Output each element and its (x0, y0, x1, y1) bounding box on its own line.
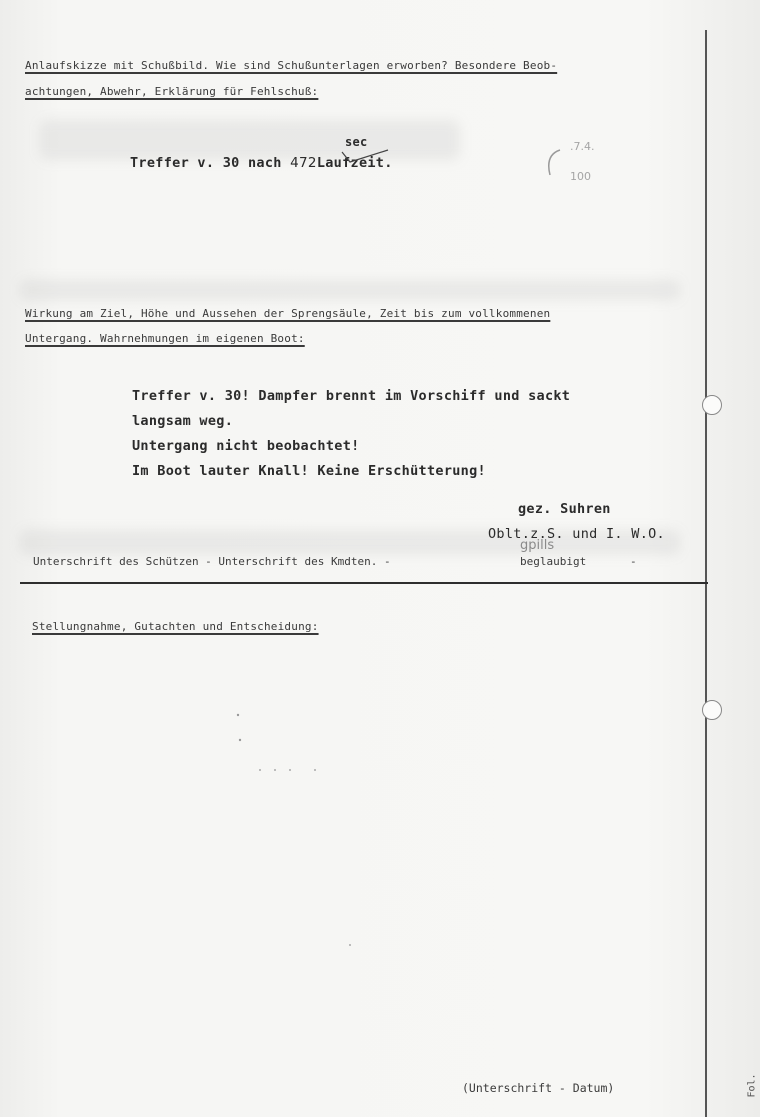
smudge (40, 120, 460, 160)
smudge (20, 280, 680, 300)
section3-footer-label: (Unterschrift - Datum) (462, 1081, 615, 1095)
entry-value: 472 (290, 155, 317, 171)
entry-unit-inserted: sec (345, 135, 368, 149)
section2-footer-label: Unterschrift des Schützen - Unterschrift des Kmdten. - (33, 555, 391, 568)
edge-mark: Fol. (746, 1073, 758, 1098)
certified-dash: - (630, 555, 637, 568)
section2-line-3: Untergang nicht beobachtet! (132, 438, 360, 454)
section2-line-1: Treffer v. 30! Dampfer brennt im Vorschiff und sackt (132, 388, 571, 404)
signed-rank: Oblt.z.S. und I. W.O. (488, 526, 665, 542)
insertion-caret (340, 148, 390, 168)
paper-specks (0, 600, 700, 1050)
signed-name: gez. Suhren (518, 501, 611, 517)
svg-text:.7.4.: .7.4. (570, 140, 595, 153)
section3-heading: Stellungnahme, Gutachten und Entscheidung: (32, 620, 319, 633)
section1-heading-line1: Anlaufskizze mit Schußbild. Wie sind Schußunterlagen erworben? Besondere Beob- (25, 59, 558, 72)
entry-suffix: Laufzeit. (316, 155, 393, 171)
certified-label: beglaubigt (520, 555, 587, 568)
section2-heading-line1: Wirkung am Ziel, Höhe und Aussehen der Sprengsäule, Zeit bis zum vollkommenen (25, 307, 551, 320)
punch-hole (702, 395, 722, 415)
punch-hole (702, 700, 722, 720)
stamp-bleed (545, 135, 665, 228)
section-divider (20, 582, 708, 584)
section2-line-2: langsam weg. (132, 413, 234, 429)
svg-text:100: 100 (570, 170, 591, 183)
entry-prefix: Treffer v. 30 nach (130, 155, 282, 171)
margin-rule (705, 30, 707, 1117)
section1-heading-line2: achtungen, Abwehr, Erklärung für Fehlschuß: (25, 85, 319, 98)
section2-heading-line2: Untergang. Wahrnehmungen im eigenen Boot: (25, 332, 305, 345)
section2-line-4: Im Boot lauter Knall! Keine Erschütterung! (132, 463, 486, 479)
signature-note: gpills (520, 538, 555, 553)
stamp-mark-icon (545, 135, 665, 225)
